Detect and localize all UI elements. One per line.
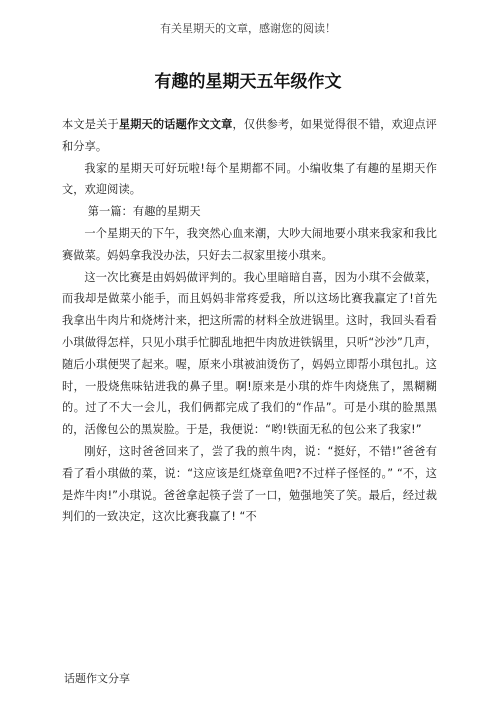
intro-keyword: 星期天的话题作文文章 <box>118 118 233 131</box>
document-title: 有趣的星期天五年级作文 <box>154 72 342 92</box>
intro-suffix: ，仅供参考，如果觉得很不错，欢迎点评和分享。 <box>62 118 437 153</box>
page-footer: 话题作文分享 <box>64 672 130 685</box>
page-header: 有关星期天的文章，感谢您的阅读！ <box>160 22 336 35</box>
paragraph-summary: 我家的星期天可好玩啦!每个星期都不同。小编收集了有趣的星期天作文，欢迎阅读。 <box>62 161 437 197</box>
paragraph-2: 这一次比赛是由妈妈做评判的。我心里暗暗自喜，因为小琪不会做菜，而我却是做菜小能手，而且妈妈非常疼爱我，所以这场比赛我赢定了!首先我拿出牛肉片和烧烤汁来，把这所需的材料全放进锅里。这时，我回头看看小琪做得怎样，只见小琪手忙脚乱地把牛肉放进铁锅里，只听“沙沙”几声，随后小琪便哭了起来。喔，原来小琪被油烫伤了，妈妈立即帮小琪包扎。这时，一股烧焦味钻进我的鼻子里。啊!原来是小琪的炸牛肉烧焦了，黑糊糊的。过了不大一会儿，我们俩都完成了我们的“作品”。可是小琪的脸黑黑的，活像包公的黑炭脸。于是，我便说：“哟!铁面无私的包公来了我家!” <box>62 270 437 437</box>
intro-prefix: 本文是关于 <box>62 118 119 131</box>
intro-paragraph <box>62 114 437 158</box>
document-body <box>62 114 437 528</box>
paragraph-3: 刚好，这时爸爸回来了，尝了我的煎牛肉，说：“挺好，不错!”爸爸有看了看小琪做的菜，说：“这应该是红烧章鱼吧?不过样子怪怪的。” “不，这是炸牛肉!”小琪说。爸爸拿起筷子尝了一口，勉强地笑了笑。最后，经过裁判们的一致决定，这次比赛我赢了! “不 <box>62 444 437 524</box>
section-heading: 第一篇：有趣的星期天 <box>87 205 201 219</box>
paragraph-1: 一个星期天的下午，我突然心血来潮，大吵大闹地要小琪来我家和我比赛做菜。妈妈拿我没办法，只好去二叔家里接小琪来。 <box>62 226 437 262</box>
